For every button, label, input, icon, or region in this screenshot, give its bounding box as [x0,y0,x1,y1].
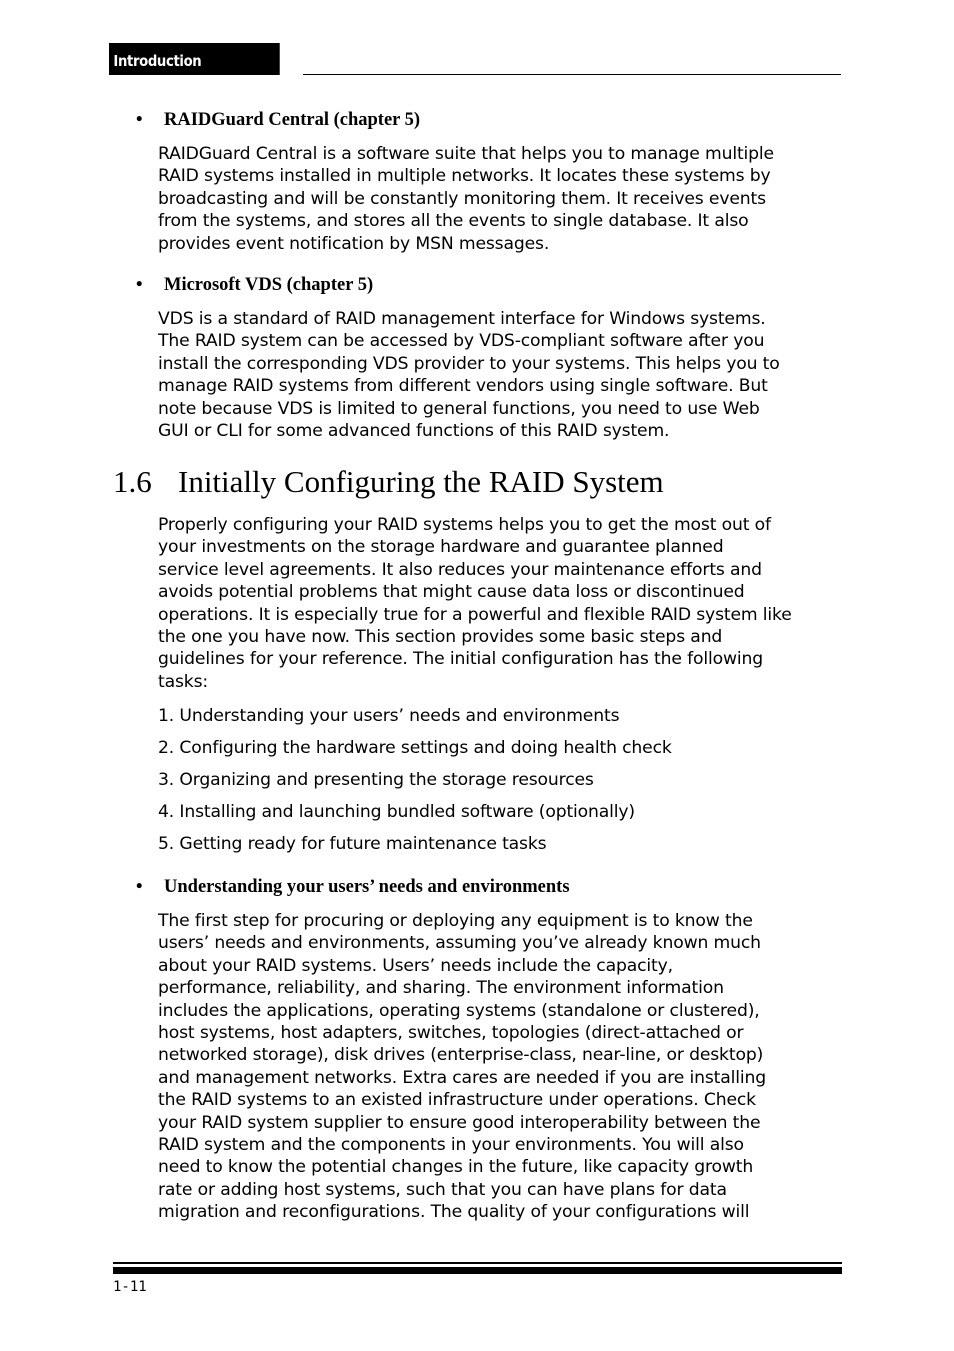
bullet-heading-raidguard [136,109,420,131]
list-item: 3. Organizing and presenting the storage resources [158,770,594,790]
header-rule [303,74,841,75]
bullet-heading-text: Understanding your users’ needs and environments [164,877,570,897]
text-line: provides event notification by MSN messages. [158,233,550,254]
bullet-icon: • [136,877,143,897]
task-list [158,705,672,865]
list-item: 4. Installing and launching bundled software (optionally) [158,802,635,822]
text-line: your RAID system supplier to ensure good interoperability between the [158,1112,761,1133]
text-line: manage RAID systems from different vendors using single software. But [158,376,768,397]
text-line: RAIDGuard Central is a software suite that helps you to manage multiple [158,144,774,164]
bullet-icon: • [136,110,143,130]
text-line: broadcasting and will be constantly monitoring them. It receives events [158,188,766,209]
text-line: the RAID systems to an existed infrastructure under operations. Check [158,1090,756,1111]
section-intro-paragraph [158,514,848,693]
text-line: the one you have now. This section provides some basic steps and [158,627,723,648]
text-line: and management networks. Extra cares are needed if you are installing [158,1067,766,1088]
text-line: rate or adding host systems, such that you can have plans for data [158,1179,727,1200]
bullet-icon: • [136,275,143,295]
text-line: host systems, host adapters, switches, topologies (direct-attached or [158,1023,744,1044]
text-line: migration and reconfigurations. The quality of your configurations will [158,1202,750,1223]
list-item: 2. Configuring the hardware settings and doing health check [158,738,672,758]
text-line: performance, reliability, and sharing. The environment information [158,978,724,999]
text-line: guidelines for your reference. The initial configuration has the following [158,649,764,670]
text-line: install the corresponding VDS provider to your systems. This helps you to [158,353,780,374]
text-line: from the systems, and stores all the events to single database. It also [158,211,749,232]
bullet-heading-vds [136,274,373,296]
bullet-heading-users-needs [136,876,570,898]
text-line: VDS is a standard of RAID management interface for Windows systems. [158,309,766,329]
text-line: users’ needs and environments, assuming you’ve already known much [158,933,761,954]
header-section-tab: Introduction [109,43,280,75]
text-line: tasks: [158,671,209,692]
text-line: The RAID system can be accessed by VDS-compliant software after you [158,331,765,352]
text-line: includes the applications, operating systems (standalone or clustered), [158,1000,760,1021]
footer-rule-thick [113,1267,842,1274]
text-line: operations. It is especially true for a powerful and flexible RAID system like [158,604,792,625]
text-line: need to know the potential changes in the future, like capacity growth [158,1157,754,1178]
text-line: note because VDS is limited to general functions, you need to use Web [158,398,760,419]
bullet-heading-text: RAIDGuard Central (chapter 5) [164,110,421,130]
text-line: avoids potential problems that might cause data loss or discontinued [158,582,745,603]
section-number: 1.6 [113,464,152,499]
text-line: The first step for procuring or deploying any equipment is to know the [158,911,753,931]
text-line: networked storage), disk drives (enterprise-class, near-line, or desktop) [158,1045,764,1066]
paragraph-vds [158,308,848,442]
text-line: service level agreements. It also reduces your maintenance efforts and [158,559,762,580]
list-item: 1. Understanding your users’ needs and environments [158,706,620,726]
text-line: about your RAID systems. Users’ needs include the capacity, [158,955,673,976]
paragraph-raidguard [158,143,848,255]
section-title [113,462,664,502]
footer-rule-thin [113,1262,842,1264]
paragraph-users-needs [158,910,848,1224]
text-line: your investments on the storage hardware and guarantee planned [158,537,724,558]
text-line: Properly configuring your RAID systems helps you to get the most out of [158,515,771,535]
bullet-heading-text: Microsoft VDS (chapter 5) [164,275,374,295]
text-line: GUI or CLI for some advanced functions of this RAID system. [158,421,670,442]
text-line: RAID systems installed in multiple networks. It locates these systems by [158,166,771,187]
section-title-text: Initially Configuring the RAID System [178,464,664,499]
text-line: RAID system and the components in your environments. You will also [158,1135,744,1156]
list-item: 5. Getting ready for future maintenance tasks [158,834,547,854]
page-number: 1-11 [113,1279,147,1295]
